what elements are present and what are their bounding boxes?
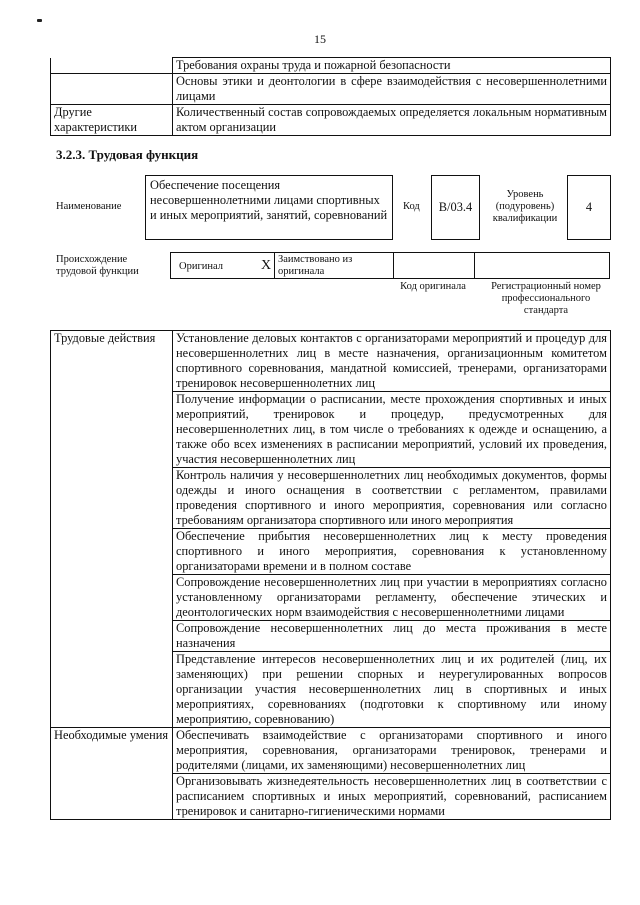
qualification-level: 4 bbox=[567, 175, 611, 240]
original-mark: X bbox=[261, 258, 272, 273]
table-row bbox=[51, 105, 611, 136]
table-row bbox=[51, 331, 611, 392]
row-label bbox=[51, 58, 173, 74]
row-label bbox=[51, 74, 173, 105]
divider bbox=[393, 253, 394, 278]
origin-row bbox=[170, 252, 610, 279]
reg-number-caption: Регистрационный номер профессионального стандарта bbox=[491, 281, 601, 316]
borrowed-label: Заимствовано из оригинала bbox=[278, 254, 353, 277]
divider bbox=[474, 253, 475, 278]
function-name: Обеспечение посещения несовершеннолетними лицами спортивных и иных мероприятий, занятий, соревнований bbox=[145, 175, 393, 240]
list-item: Обеспечение прибытия несовершеннолетних лиц к месту проведения спортивного и иного мероприятия, соревнования к установленному организаторами времени и в полном составе bbox=[173, 529, 611, 575]
page-number: 15 bbox=[314, 32, 326, 46]
code-original-caption: Код оригинала bbox=[400, 281, 466, 292]
code-label: Код bbox=[403, 201, 420, 212]
main-table bbox=[50, 330, 611, 820]
list-item: Получение информации о расписании, месте прохождения спортивных и иных мероприятий, тренировок и процедур, предусмотренных для несовершеннолетних лиц, в том числе о требованиях к одежде и оснащению, а также обо всех изменениях в расписании мероприятий, условий их проведения, участия несовершеннолетних лиц bbox=[173, 392, 611, 468]
list-item: Контроль наличия у несовершеннолетних лиц необходимых документов, формы одежды и иного оснащения в соответствии с регламентом, правилами проведения спортивного и иного мероприятия, соревнования или согласно требованиям организатора спортивного или иного мероприятия bbox=[173, 468, 611, 529]
table-row bbox=[51, 728, 611, 774]
row-label: Другие характеристики bbox=[51, 105, 173, 136]
section-title: 3.2.3. Трудовая функция bbox=[56, 147, 199, 162]
row-text: Требования охраны труда и пожарной безопасности bbox=[173, 58, 611, 74]
name-label: Наименование bbox=[56, 201, 122, 212]
level-label: Уровень (подуровень) квалификации bbox=[492, 189, 558, 224]
list-item: Представление интересов несовершеннолетних лиц и их родителей (лиц, их заменяющих) при решении спорных и неурегулированных вопросов организации участия несовершеннолетних лиц в спортивных и иных мероприятиях, соревнованиях (подготовки к спортивному или иному мероприятию, соревнованию) bbox=[173, 652, 611, 728]
section-label: Трудовые действия bbox=[51, 331, 173, 728]
list-item: Установление деловых контактов с организаторами мероприятий и процедур для несовершеннолетних лиц в месте назначения, организационным комитетом спортивного соревнования, мандатной комиссией, тренерами, организаторами тренировок несовершеннолетних лиц bbox=[173, 331, 611, 392]
list-item: Обеспечивать взаимодействие с организаторами спортивного и иного мероприятия, соревнования, организаторами тренировок, тренерами и родителями (лицами, их заменяющими) несовершеннолетних лиц bbox=[173, 728, 611, 774]
divider bbox=[274, 253, 275, 278]
function-code: B/03.4 bbox=[431, 175, 480, 240]
list-item: Организовывать жизнедеятельность несовершеннолетних лиц в соответствии с расписанием спортивных и иных мероприятий, соревнований, расписанием тренировок и санитарно-гигиеническими нормами bbox=[173, 774, 611, 820]
origin-label: Происхождение трудовой функции bbox=[56, 254, 139, 277]
table-row bbox=[51, 58, 611, 74]
row-text: Количественный состав сопровождаемых определяется локальным нормативным актом организации bbox=[173, 105, 611, 136]
scan-mark bbox=[37, 19, 42, 22]
original-label: Оригинал bbox=[179, 261, 223, 272]
row-text: Основы этики и деонтологии в сфере взаимодействия с несовершеннолетними лицами bbox=[173, 74, 611, 105]
list-item: Сопровождение несовершеннолетних лиц при участии в мероприятиях согласно установленному организаторами регламенту, обеспечение этических и деонтологических норм взаимодействия с несовершеннолетними лицами bbox=[173, 575, 611, 621]
top-table bbox=[50, 57, 611, 136]
section-label: Необходимые умения bbox=[51, 728, 173, 820]
list-item: Сопровождение несовершеннолетних лиц до места проживания в месте назначения bbox=[173, 621, 611, 652]
table-row bbox=[51, 74, 611, 105]
